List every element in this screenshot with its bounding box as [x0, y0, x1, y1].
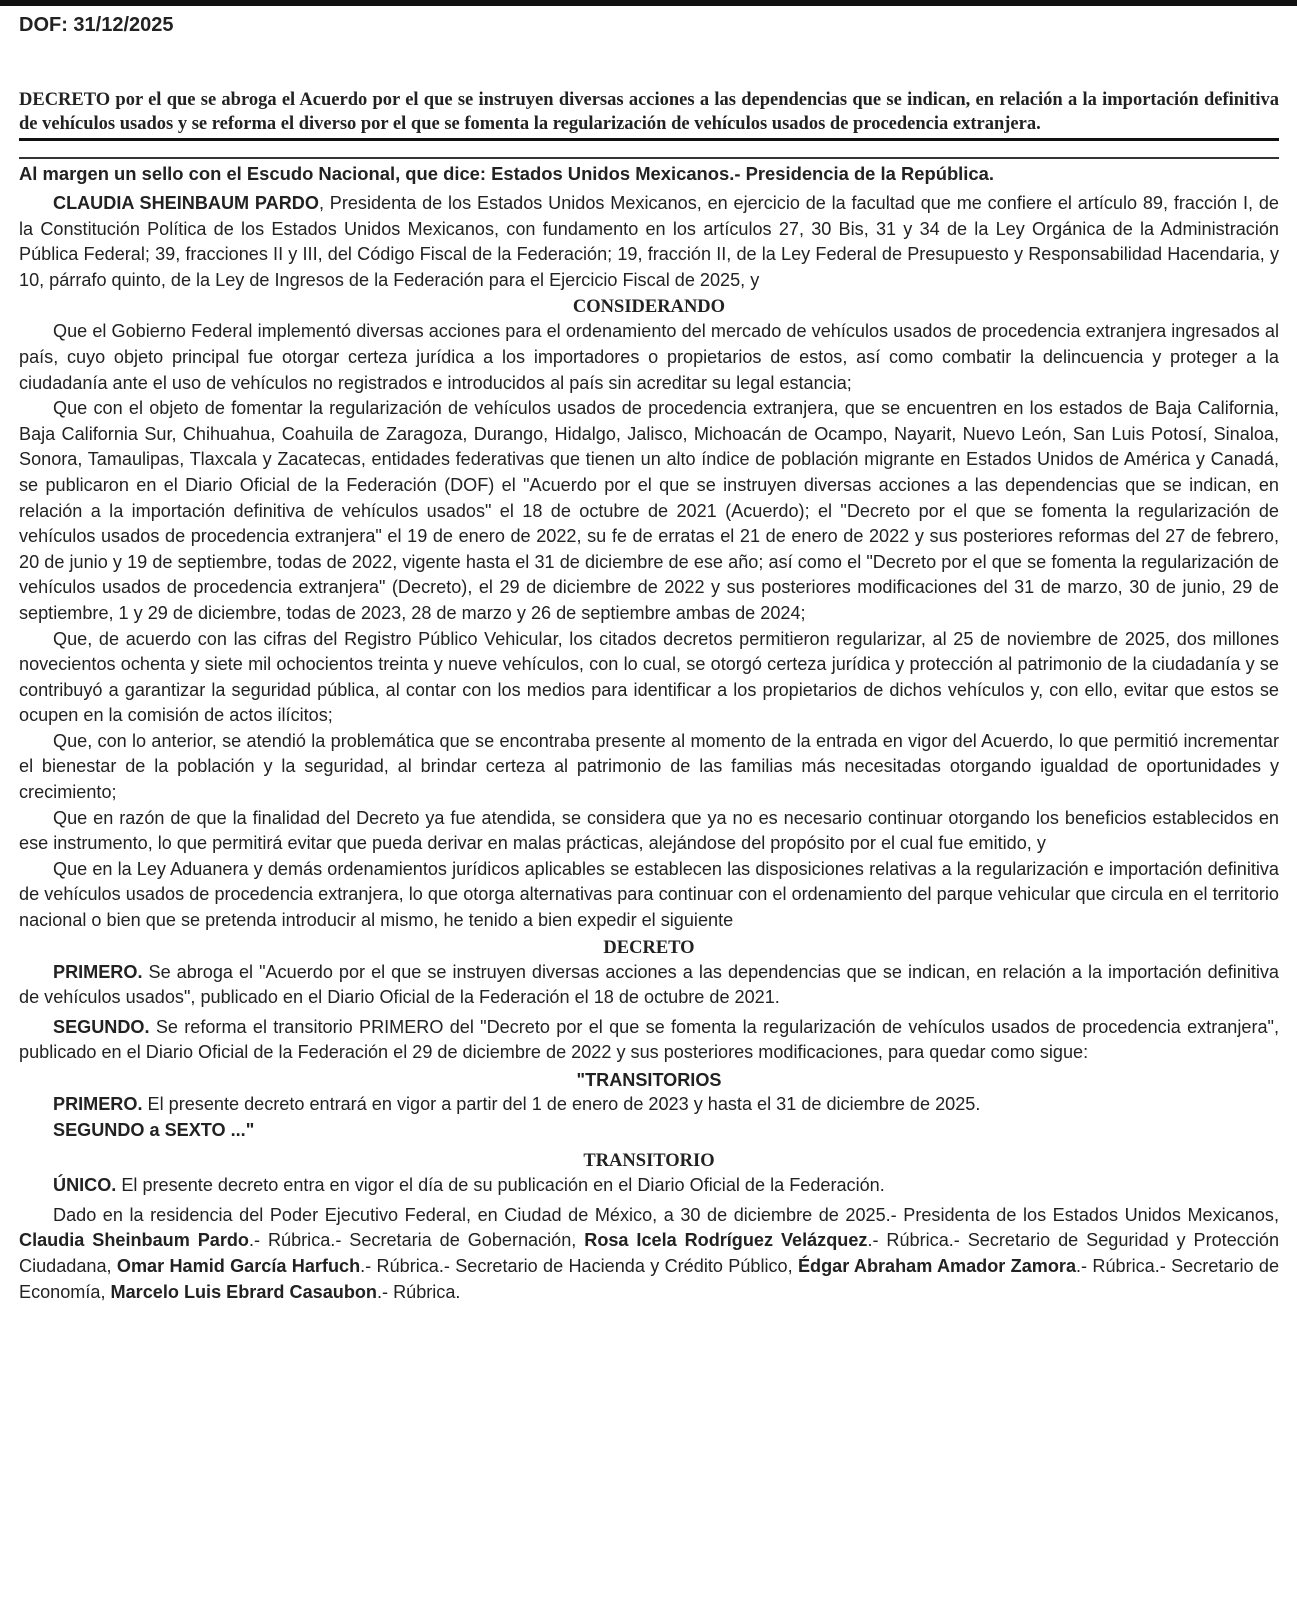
considerando-paragraph: Que en razón de que la finalidad del Decreto ya fue atendida, se considera que ya no es necesario continuar otorgando los beneficios establecidos en ese instrumento, lo que permitirá evitar que pueda derivar en malas prácticas, alejándose del propósito por el cual fue emitido, y [19, 807, 1279, 854]
article-text: Se reforma el transitorio PRIMERO del "Decreto por el que se fomenta la regularización de vehículos usados de procedencia extranjera", publicado en el Diario Oficial de la Federación el 29 de diciembre de 2022 y sus posteriores modificaciones, para quedar como sigue: [19, 1016, 1279, 1063]
seal-statement: Al margen un sello con el Escudo Nacional, que dice: Estados Unidos Mexicanos.- Presidencia de la República. [19, 163, 994, 184]
quoted-transitorio-segundo-sexto: SEGUNDO a SEXTO ..." [53, 1119, 255, 1140]
quoted-transitorio-primero [19, 1092, 1279, 1118]
decree-title-text: por el que se abroga el Acuerdo por el que se instruyen diversas acciones a las dependencias que se indican, en relación a la importación definitiva de vehículos usados y se reforma el diverso por el que se fomenta la regularización de vehículos usados de procedencia extranjera. [19, 90, 1279, 134]
article-text: Se abroga el "Acuerdo por el que se instruyen diversas acciones a las dependencias que se indican, en relación a la importación definitiva de vehículos usados", publicado en el Diario Oficial de la Federación el 18 de octubre de 2021. [19, 961, 1279, 1008]
signatory-role: .- Rúbrica.- Secretario de Hacienda y Crédito Público, [360, 1255, 798, 1276]
signatory-name: Omar Hamid García Harfuch [116, 1255, 361, 1276]
decreto-heading: DECRETO [603, 937, 695, 958]
article-label: SEGUNDO. [53, 1016, 150, 1037]
preamble-text: , Presidenta de los Estados Unidos Mexicanos, en ejercicio de la facultad que me confiere el artículo 89, fracción I, de la Constitución Política de los Estados Unidos Mexicanos, con fundamento en los artículos 27, 30 Bis, 31 y 34 de la Ley Orgánica de la Administración Pública Federal; 39, fracciones II y III, del Código Fiscal de la Federación; 19, fracción II, de la Ley Federal de Presupuesto y Responsabilidad Hacendaria, y 10, párrafo quinto, de la Ley de Ingresos de la Federación para el Ejercicio Fiscal de 2025, y [19, 193, 1279, 290]
quoted-transitorios-heading: "TRANSITORIOS [576, 1070, 722, 1090]
signatory-name: Marcelo Luis Ebrard Casaubon [110, 1281, 377, 1302]
signatures-block [19, 1203, 1279, 1305]
president-name: CLAUDIA SHEINBAUM PARDO [53, 193, 319, 213]
decree-title [19, 88, 1279, 136]
article-label: PRIMERO. [53, 961, 143, 982]
transitorio-unico [19, 1173, 1279, 1199]
article-text: El presente decreto entra en vigor el día de su publicación en el Diario Oficial de la Federación. [116, 1175, 885, 1196]
signatory-role: .- Rúbrica.- Secretario de Seguridad y Protección Ciudadana, [19, 1230, 1280, 1276]
article-label: PRIMERO. [53, 1094, 143, 1114]
considerando-heading: CONSIDERANDO [572, 297, 726, 318]
considerando-paragraph: Que, con lo anterior, se atendió la problemática que se encontraba presente al momento de la entrada en vigor del Acuerdo, lo que permitió incrementar el bienestar de la población y la seguridad, al brindar certeza al patrimonio de las familias más necesitadas otorgando igualdad de oportunidades y crecimiento; [19, 730, 1279, 803]
article-label: ÚNICO. [53, 1175, 117, 1196]
considerando-paragraph: Que el Gobierno Federal implementó diversas acciones para el ordenamiento del mercado de vehículos usados de procedencia extranjera ingresados al país, cuyo objeto principal fue otorgar certeza jurídica a los importadores o propietarios de estos, así como combatir la delincuencia y proteger a la ciudadanía ante el uso de vehículos no registrados e introducidos al país sin acreditar su legal estancia; [19, 321, 1279, 393]
signatory-role: .- Rúbrica.- Secretario de Economía, [19, 1255, 1280, 1302]
transitorio-heading: TRANSITORIO [583, 1151, 715, 1172]
preamble [19, 191, 1279, 293]
signatory-role: .- Rúbrica. [376, 1281, 461, 1302]
document-page [19, 8, 1279, 1305]
top-border [0, 0, 1297, 6]
seal-divider [19, 157, 1279, 159]
considerando-paragraph: Que, de acuerdo con las cifras del Registro Público Vehicular, los citados decretos permitieron regularizar, al 25 de noviembre de 2025, dos millones novecientos ochenta y siete mil ochocientos treinta y nueve vehículos, con lo cual, se otorgó certeza jurídica y protección al patrimonio de la ciudadanía y se contribuyó a garantizar la seguridad pública, al contar con los medios para identificar a los propietarios de dichos vehículos y, con ello, evitar que estos se ocupen en la comisión de actos ilícitos; [19, 628, 1279, 726]
title-divider [19, 138, 1279, 141]
document-body [19, 191, 1279, 1305]
signatory-name: Claudia Sheinbaum Pardo [19, 1230, 249, 1251]
dof-date: DOF: 31/12/2025 [19, 14, 174, 36]
signatory-role: .- Rúbrica.- Secretaria de Gobernación, [248, 1230, 585, 1251]
decree-title-lead: DECRETO [19, 90, 111, 110]
signatures-intro: Dado en la residencia del Poder Ejecutivo Federal, en Ciudad de México, a 30 de diciembre de 2025.- Presidenta de los Estados Unidos Mexicanos, [53, 1204, 1279, 1225]
article-text: El presente decreto entrará en vigor a partir del 1 de enero de 2023 y hasta el 31 de diciembre de 2025. [142, 1094, 981, 1114]
considerando-paragraph: Que en la Ley Aduanera y demás ordenamientos jurídicos aplicables se establecen las disposiciones relativas a la regularización e importación definitiva de vehículos usados de procedencia extranjera, lo que otorga alternativas para continuar con el ordenamiento del parque vehicular que circula en el territorio nacional o bien que se pretenda introducir al mismo, he tenido a bien expedir el siguiente [19, 858, 1279, 931]
article-segundo [19, 1015, 1279, 1066]
signatory-name: Rosa Icela Rodríguez Velázquez [584, 1230, 868, 1251]
considerando-paragraph: Que con el objeto de fomentar la regularización de vehículos usados de procedencia extranjera, que se encuentren en los estados de Baja California, Baja California Sur, Chihuahua, Coahuila de Zaragoza, Durango, Hidalgo, Jalisco, Michoacán de Ocampo, Nayarit, Nuevo León, San Luis Potosí, Sinaloa, Sonora, Tamaulipas, Tlaxcala y Zacatecas, entidades federativas que tienen un alto índice de población migrante en Estados Unidos de América y Canadá, se publicaron en el Diario Oficial de la Federación (DOF) el "Acuerdo por el que se instruyen diversas acciones a las dependencias que se indican, en relación a la importación definitiva de vehículos usados" el 18 de octubre de 2021 (Acuerdo); el "Decreto por el que se fomenta la regularización de vehículos usados de procedencia extranjera" el 19 de enero de 2022, su fe de erratas el 21 de enero de 2022 y sus posteriores reformas del 27 de febrero, 20 de junio y 19 de septiembre, todas de 2022, vigente hasta el 31 de diciembre de ese año; así como el "Decreto por el que se fomenta la regularización de vehículos usados de procedencia extranjera" (Decreto), el 29 de diciembre de 2022 y sus posteriores modificaciones del 31 de marzo, 30 de junio, 29 de septiembre, 1 y 29 de diciembre, todas de 2023, 28 de marzo y 26 de septiembre ambas de 2024; [19, 398, 1279, 623]
signatory-name: Édgar Abraham Amador Zamora [797, 1255, 1077, 1276]
article-primero [19, 960, 1279, 1011]
